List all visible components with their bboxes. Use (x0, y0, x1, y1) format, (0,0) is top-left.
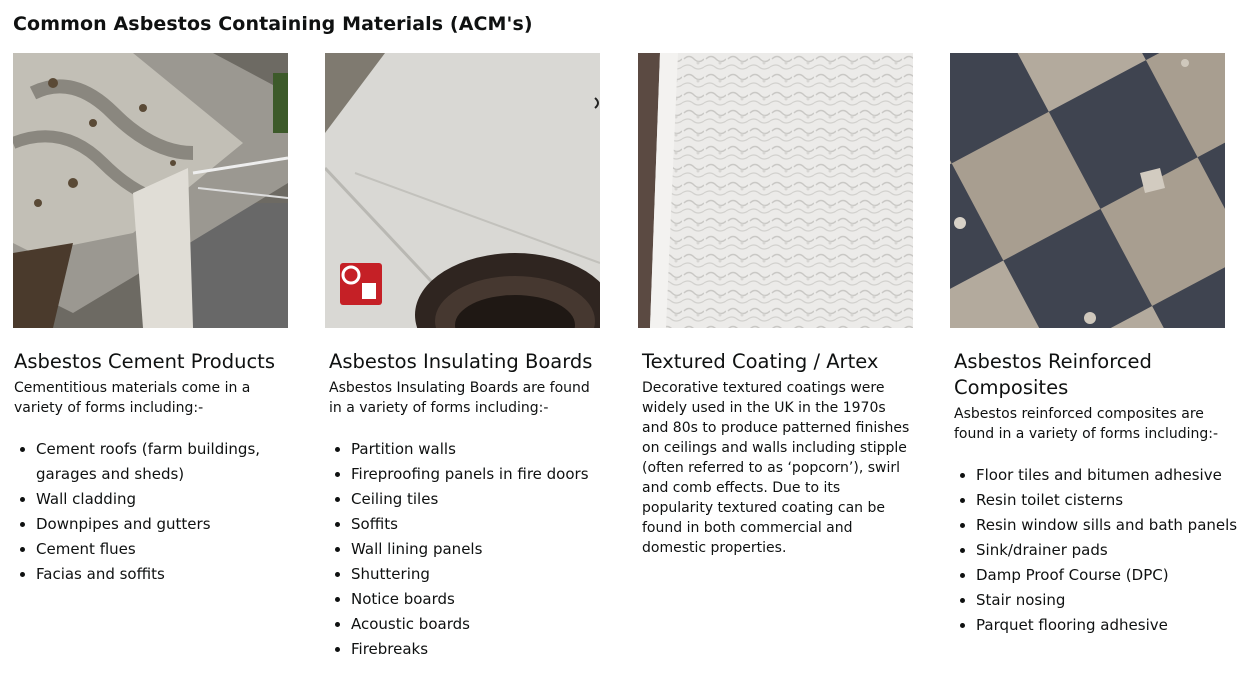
card-title: Asbestos Insulating Boards (329, 350, 593, 373)
acm-card-textured-coating (638, 53, 914, 558)
list-item: • Partition walls (351, 437, 615, 462)
section-heading: Common Asbestos Containing Materials (ACM's) (13, 13, 533, 35)
list-item: • Fireproofing panels in fire doors (351, 462, 615, 487)
card-description: Decorative textured coatings were widely used in the UK in the 1970s and 80s to produce patterned finishes on ceilings and walls including stipple (often referred to as ‘popcorn’), swirl and comb effects. Due to its popularity textured coating can be found in both commercial and domestic properties. (642, 380, 910, 556)
list-item: • Resin toilet cisterns (976, 488, 1240, 513)
list-item: • Wall cladding (36, 487, 300, 512)
textured-coating-image (638, 53, 913, 328)
acm-card-insulating-boards (325, 53, 601, 662)
acm-card-reinforced-composites (950, 53, 1238, 638)
list-item: • Resin window sills and bath panels (976, 513, 1240, 538)
material-list (954, 463, 1240, 638)
list-item: • Cement roofs (farm buildings, garages and sheds) (36, 437, 300, 487)
list-item: • Firebreaks (351, 637, 615, 662)
list-item: • Stair nosing (976, 588, 1240, 613)
list-item: • Parquet flooring adhesive (976, 613, 1240, 638)
card-description: Asbestos Insulating Boards are found in a variety of forms including:- (329, 380, 590, 416)
insulating-board-image (325, 53, 600, 328)
card-title: Asbestos Reinforced Composites (954, 350, 1152, 399)
list-item: • Damp Proof Course (DPC) (976, 563, 1240, 588)
list-item: • Soffits (351, 512, 615, 537)
list-item: • Cement flues (36, 537, 300, 562)
list-item: • Wall lining panels (351, 537, 615, 562)
list-item: • Shuttering (351, 562, 615, 587)
list-item: • Notice boards (351, 587, 615, 612)
list-item: • Downpipes and gutters (36, 512, 300, 537)
list-item: • Facias and soffits (36, 562, 300, 587)
card-description: Cementitious materials come in a variety of forms including:- (14, 380, 251, 416)
material-list (14, 437, 300, 587)
list-item: • Ceiling tiles (351, 487, 615, 512)
card-title: Asbestos Cement Products (14, 350, 275, 373)
list-item: • Floor tiles and bitumen adhesive (976, 463, 1240, 488)
acm-card-cement (13, 53, 289, 587)
cement-roof-image (13, 53, 288, 328)
floor-tiles-image (950, 53, 1225, 328)
list-item: • Sink/drainer pads (976, 538, 1240, 563)
list-item: • Acoustic boards (351, 612, 615, 637)
material-list (329, 437, 615, 662)
card-description: Asbestos reinforced composites are found in a variety of forms including:- (954, 406, 1219, 442)
card-title: Textured Coating / Artex (642, 350, 879, 373)
